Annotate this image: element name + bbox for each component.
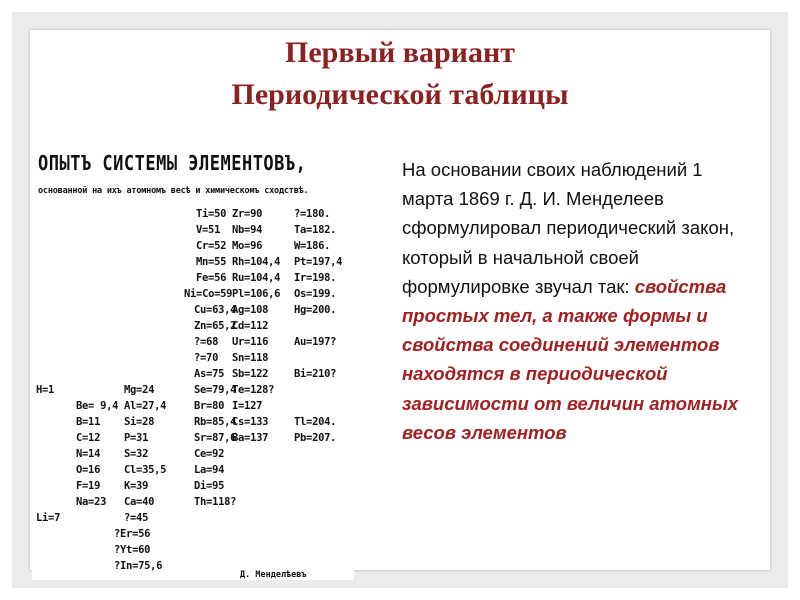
element-cell: ?In=75,6	[114, 560, 163, 572]
scan-heading: ОПЫТЪ СИСТЕМЫ ЭЛЕМЕНТОВЪ,	[38, 152, 307, 176]
element-cell: Sr=87,6	[194, 432, 237, 444]
element-cell: Hg=200.	[294, 304, 337, 316]
element-cell: Li=7	[36, 512, 61, 524]
element-cell: Na=23	[76, 496, 107, 508]
element-cell: Pb=207.	[294, 432, 337, 444]
element-cell: N=14	[76, 448, 101, 460]
element-cell: ?=68	[194, 336, 219, 348]
element-cell: Si=28	[124, 416, 155, 428]
element-cell: I=127	[232, 400, 263, 412]
title-line-2: Периодической таблицы	[231, 78, 569, 111]
element-cell: Be= 9,4	[76, 400, 119, 412]
element-cell: Au=197?	[294, 336, 337, 348]
element-cell: Ti=50	[196, 208, 227, 220]
description-normal: На основании своих наблюдений 1 марта 1869 г. Д. И. Менделеев сформулировал периодический закон, который в начальной своей формулировке звучал так:	[402, 159, 735, 297]
element-cell: B=11	[76, 416, 101, 428]
element-cell: Ur=116	[232, 336, 269, 348]
element-cell: Rb=85,4	[194, 416, 237, 428]
element-cell: ?=70	[194, 352, 219, 364]
element-cell: Cs=133	[232, 416, 269, 428]
element-cell: O=16	[76, 464, 101, 476]
element-cell: Cr=52	[196, 240, 227, 252]
element-cell: Sb=122	[232, 368, 269, 380]
element-cell: Ta=182.	[294, 224, 337, 236]
element-cell: Al=27,4	[124, 400, 167, 412]
element-cell: Ba=137	[232, 432, 269, 444]
element-cell: S=32	[124, 448, 149, 460]
scan-subheading: основанной на ихъ атомномъ весѣ и химическомъ сходствѣ.	[38, 186, 309, 196]
slide-title	[30, 32, 770, 116]
element-cell: C=12	[76, 432, 101, 444]
element-cell: Mo=96	[232, 240, 263, 252]
element-cell: Mg=24	[124, 384, 155, 396]
element-cell: Cu=63,4	[194, 304, 237, 316]
element-cell: Cl=35,5	[124, 464, 167, 476]
element-cell: Fe=56	[196, 272, 227, 284]
element-cell: ?=45	[124, 512, 149, 524]
element-cell: Tl=204.	[294, 416, 337, 428]
title-line-1: Первый вариант	[285, 36, 515, 69]
element-cell: ?=180.	[294, 208, 331, 220]
element-cell: Cd=112	[232, 320, 269, 332]
element-cell: Sn=118	[232, 352, 269, 364]
element-cell: Ir=198.	[294, 272, 337, 284]
element-cell: Ru=104,4	[232, 272, 281, 284]
element-cell: Bi=210?	[294, 368, 337, 380]
mendeleev-table-scan	[32, 148, 354, 580]
element-cell: Ag=108	[232, 304, 269, 316]
element-cell: Os=199.	[294, 288, 337, 300]
scan-signature: Д. Менделѣевъ	[240, 570, 307, 580]
element-cell: W=186.	[294, 240, 331, 252]
element-cell: K=39	[124, 480, 149, 492]
element-cell: Rh=104,4	[232, 256, 281, 268]
element-cell: V=51	[196, 224, 221, 236]
description-highlight: свойства простых тел, а также формы и свойства соединений элементов находятся в периодической зависимости от величин атомных весов элементов	[402, 275, 739, 443]
element-cell: Zn=65,2	[194, 320, 237, 332]
element-cell: Zr=90	[232, 208, 263, 220]
slide	[30, 30, 770, 580]
element-cell: ?Er=56	[114, 528, 151, 540]
element-cell: Pl=106,6	[232, 288, 281, 300]
element-cell: La=94	[194, 464, 225, 476]
element-cell: Ce=92	[194, 448, 225, 460]
element-cell: F=19	[76, 480, 101, 492]
description-text	[402, 155, 752, 447]
element-cell: Th=118?	[194, 496, 237, 508]
element-cell: Br=80	[194, 400, 225, 412]
element-cell: Nb=94	[232, 224, 263, 236]
element-cell: As=75	[194, 368, 225, 380]
element-cell: Te=128?	[232, 384, 275, 396]
element-cell: Ca=40	[124, 496, 155, 508]
element-cell: Pt=197,4	[294, 256, 343, 268]
element-cell: Se=79,4	[194, 384, 237, 396]
element-cell: H=1	[36, 384, 55, 396]
element-cell: Ni=Co=59	[184, 288, 233, 300]
element-cell: ?Yt=60	[114, 544, 151, 556]
element-cell: P=31	[124, 432, 149, 444]
element-cell: Mn=55	[196, 256, 227, 268]
element-cell: Di=95	[194, 480, 225, 492]
